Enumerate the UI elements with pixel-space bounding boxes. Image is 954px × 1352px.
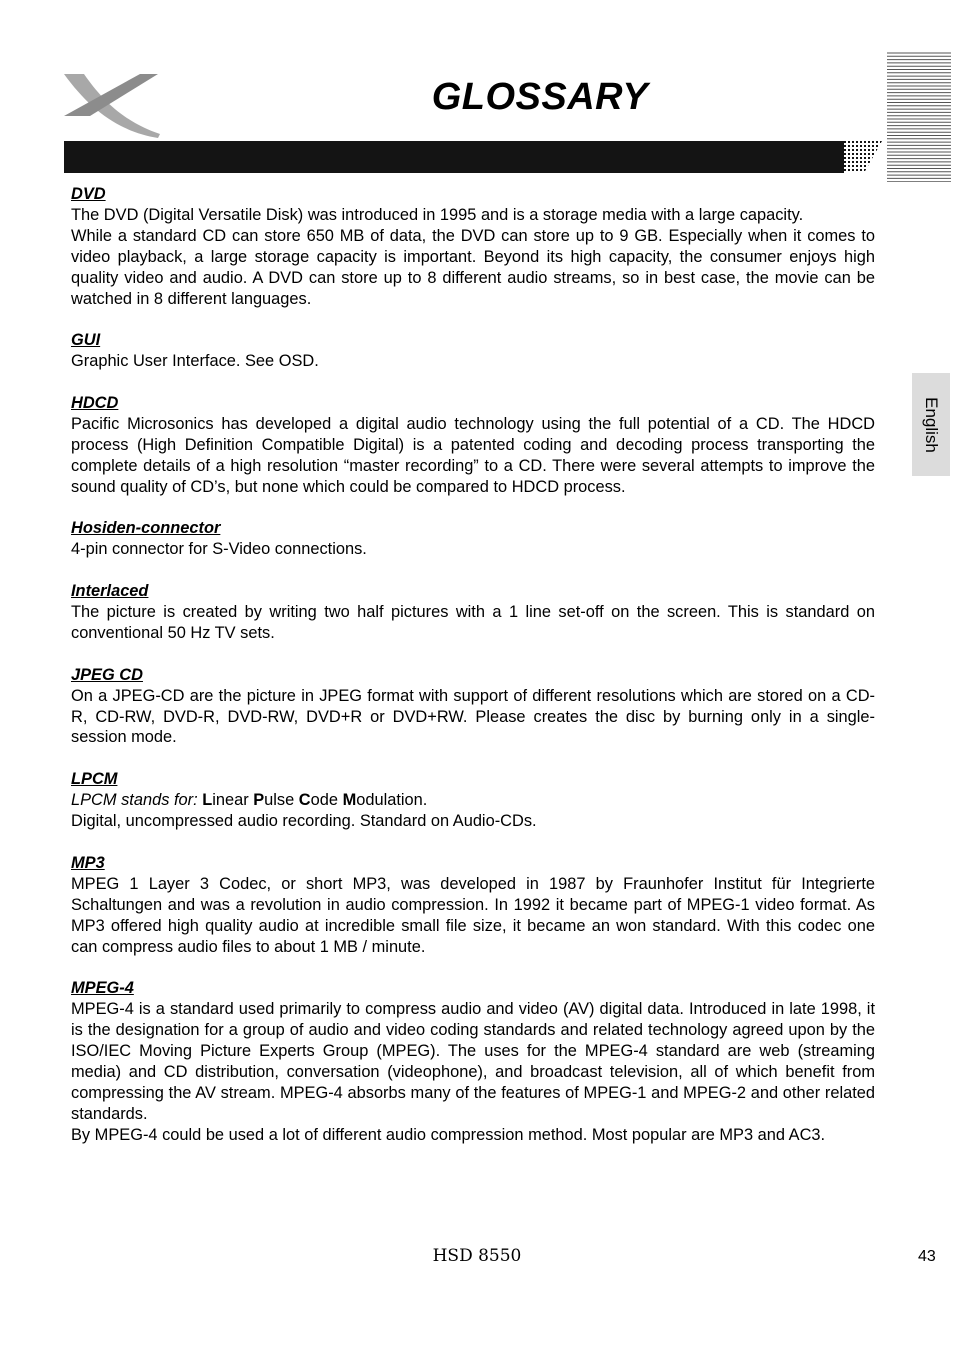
glossary-term: Hosiden-connector: [71, 519, 221, 538]
glossary-entry-lpcm: [71, 769, 875, 832]
glossary-term: DVD: [71, 185, 106, 203]
glossary-term: LPCM: [71, 770, 118, 789]
acronym-letter: P: [253, 791, 265, 810]
glossary-definition: Graphic User Interface. See OSD.: [71, 352, 319, 371]
acronym-rest: inear: [212, 791, 249, 810]
glossary-entry-gui: [71, 330, 875, 372]
glossary-entry-jpeg-cd: [71, 665, 875, 749]
acronym-rest: ulse: [264, 791, 295, 810]
language-tab-label: English: [922, 396, 941, 453]
footer-model-name: HSD 8550: [432, 1246, 522, 1266]
glossary-definition: MPEG-4 is a standard used primarily to compress audio and video (AV) digital data. Introduced in late 1998, it is the designation for a group of audio and video coding standards and related technology agreed upon by the ISO/IEC Moving Picture Experts Group (MPEG). The uses for the MPEG-4 standard are web (streaming media) and CD distribution, conversation (videophone), and broadcast television, all of which benefit from compressing the AV stream. MPEG-4 absorbs many of the features of MPEG-1 and MPEG-2 and other related standards.: [71, 1000, 875, 1123]
glossary-definition: Pacific Microsonics has developed a digital audio technology using the full potential of a CD. The HDCD process (High Definition Compatible Digital) is a patented coding and decoding process transporting the complete details of a high resolution “master recording” to a CD. There were several attempts to improve the sound quality of CD’s, but none which could be compared to HDCD process.: [71, 414, 875, 496]
glossary-definition: MPEG 1 Layer 3 Codec, or short MP3, was developed in 1987 by Fraunhofer Institut für Integrierte Schaltungen and was a revolution in audio compression. In 1992 it became part of MPEG-1 video format. As MP3 offered high quality audio at incredible small file size, it became an won standard. With this codec one can compress audio files to about 1 MB / minute.: [71, 874, 875, 956]
glossary-entry-interlaced: [71, 581, 875, 644]
page-number: 43: [918, 1248, 936, 1265]
glossary-entry-mpeg-4: [71, 978, 875, 1145]
glossary-definition: On a JPEG-CD are the picture in JPEG format with support of different resolutions which are stored on a CD-R, CD-RW, DVD-R, DVD-RW, DVD+R or DVD+RW. Please creates the disc by burning only in a single-session mode.: [71, 686, 875, 747]
glossary-entry-hosiden-connector: [71, 518, 875, 560]
glossary-term: MP3: [71, 853, 105, 872]
acronym-rest: ode: [310, 791, 338, 810]
glossary-definition: By MPEG-4 could be used a lot of different audio compression method. Most popular are MP3 and AC3.: [71, 1125, 826, 1144]
page-title: GLOSSARY: [431, 76, 649, 118]
glossary-term: JPEG CD: [71, 665, 143, 684]
stands-for-prefix: LPCM stands for:: [71, 791, 198, 810]
glossary-definition: The DVD (Digital Versatile Disk) was introduced in 1995 and is a storage media with a large capacity.: [71, 205, 804, 224]
acronym-letter: L: [202, 791, 213, 810]
glossary-term: HDCD: [71, 394, 119, 413]
glossary-term: MPEG-4: [71, 979, 134, 998]
acronym-rest: odulation.: [356, 791, 428, 810]
glossary-entry-dvd: [71, 184, 875, 309]
glossary-entry-hdcd: [71, 393, 875, 498]
acronym-letter: C: [298, 791, 311, 810]
glossary-entry-mp3: [71, 853, 875, 958]
glossary-definition: 4-pin connector for S-Video connections.: [71, 540, 367, 559]
header-bar: [64, 141, 882, 173]
acronym-letter: M: [342, 791, 357, 810]
glossary-term: Interlaced: [71, 582, 149, 601]
glossary-definition: The picture is created by writing two half pictures with a 1 line set-off on the screen. This is standard on conventional 50 Hz TV sets.: [71, 603, 875, 642]
lpcm-stands-for: [71, 790, 875, 811]
corner-stripes: [887, 52, 951, 182]
glossary-content: [71, 184, 875, 1166]
glossary-term: GUI: [71, 331, 101, 350]
language-tab: [912, 373, 950, 476]
glossary-definition: Digital, uncompressed audio recording. Standard on Audio-CDs.: [71, 812, 537, 831]
glossary-definition: While a standard CD can store 650 MB of data, the DVD can store up to 9 GB. Especially when it comes to video playback, a large storage capacity is important. Beyond its high capacity, the consumer enjoys high quality video and audio. A DVD can store up to 8 different audio streams, so in best case, the movie can be watched in 8 different languages.: [71, 226, 875, 308]
